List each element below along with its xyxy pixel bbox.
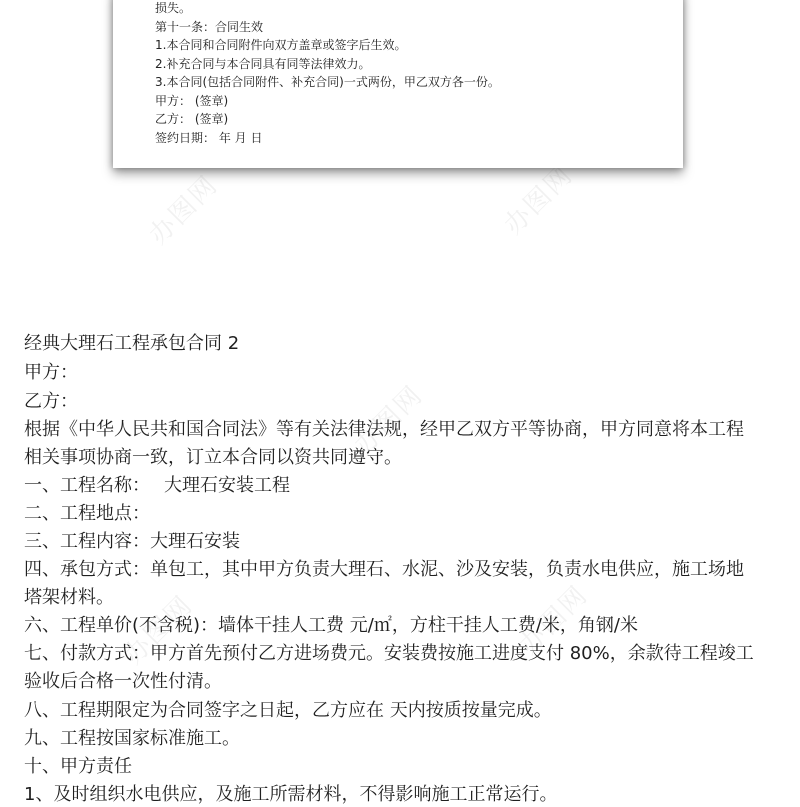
intro-line: 根据《中华人民共和国合同法》等有关法律法规，经甲乙双方平等协商，甲方同意将本工程: [24, 419, 744, 440]
item-contract-method-cont: 塔架材料。: [24, 587, 114, 608]
item-project-name: [24, 474, 290, 498]
item-payment: 七、付款方式：甲方首先预付乙方进场费元。安装费按施工进度支付 80%，余款待工程竣工: [24, 643, 754, 664]
party-b-line: 乙方：: [24, 391, 78, 412]
document-page-preview: [113, 0, 683, 168]
card-line: 乙方： (签章): [155, 112, 229, 126]
item-standard: 九、工程按国家标准施工。: [24, 728, 240, 749]
watermark-text: 办图网: [513, 579, 595, 661]
item-project-location: 二、工程地点：: [24, 503, 150, 524]
document-title: 经典大理石工程承包合同 2: [24, 333, 240, 354]
item-party-a-duties: 十、甲方责任: [24, 756, 132, 777]
watermark-text: 办图网: [498, 159, 580, 241]
item-project-content: 三、工程内容：大理石安装: [24, 531, 240, 552]
card-line: 甲方： (签章): [155, 94, 229, 108]
card-line: 签约日期： 年 月 日: [155, 131, 263, 145]
item-label: 一、工程名称：: [24, 475, 150, 496]
card-line: 1.本合同和合同附件向双方盖章或签字后生效。: [155, 38, 407, 52]
item-duration: 八、工程期限定为合同签字之日起，乙方应在 天内按质按量完成。: [24, 700, 552, 721]
item-payment-cont: 验收后合格一次性付清。: [24, 671, 222, 692]
card-line: 损失。: [155, 1, 192, 15]
card-line: 3.本合同(包括合同附件、补充合同)一式两份，甲乙双方各一份。: [155, 75, 500, 89]
item-unit-price: 六、工程单价(不含税)：墙体干挂人工费 元/㎡，方柱干挂人工费/米，角钢/米: [24, 615, 638, 636]
item-contract-method: 四、承包方式：单包工，其中甲方负责大理石、水泥、沙及安装，负责水电供应，施工场地: [24, 559, 744, 580]
watermark-text: 办图网: [143, 169, 225, 251]
card-line: 第十一条：合同生效: [155, 20, 264, 34]
intro-line: 相关事项协商一致，订立本合同以资共同遵守。: [24, 447, 402, 468]
card-line: 2.补充合同与本合同具有同等法律效力。: [155, 57, 371, 71]
item-duty-1: 1、及时组织水电供应，及施工所需材料，不得影响施工正常运行。: [24, 784, 558, 805]
party-a-line: 甲方：: [24, 362, 78, 383]
watermark-text: 办图网: [118, 589, 200, 671]
item-value: 大理石安装工程: [164, 475, 290, 496]
watermark-text: 办图网: [348, 379, 430, 461]
